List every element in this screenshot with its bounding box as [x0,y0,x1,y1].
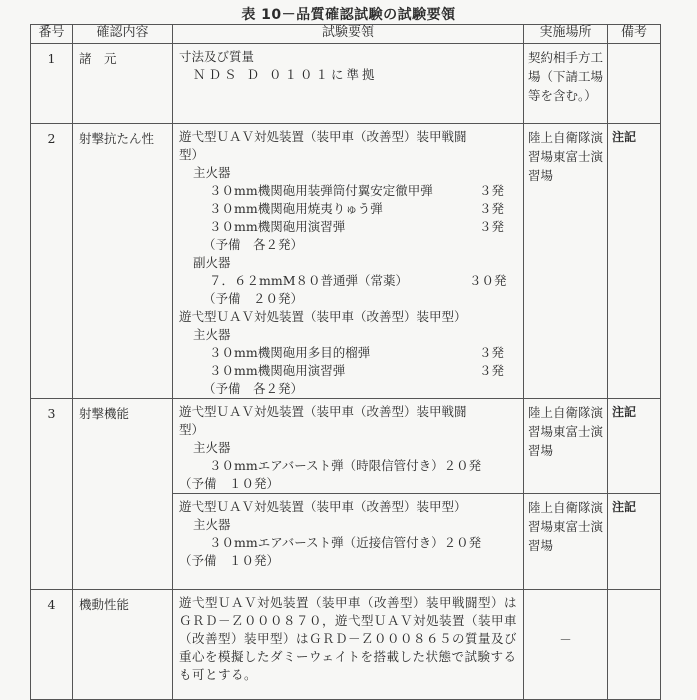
procedure-line: 型） [179,147,205,162]
procedure-line [179,272,519,290]
procedure-line [179,362,519,380]
row-item: 機動性能 [73,590,173,700]
procedure-line [179,344,519,362]
row-note: 注記 [608,399,661,494]
ammo-name: ３０mm機関砲用演習弾 [209,363,346,378]
test-procedure-table [30,24,661,700]
procedure-line: 遊弋型ＵＡＶ対処装置（装甲車（改善型）装甲戦闘 [179,404,467,419]
row-place: 陸上自衛隊演習場東富士演習場 [524,399,608,494]
table-row [31,590,661,700]
ammo-qty: ３発 [479,201,505,216]
row-item: 諸 元 [73,44,173,124]
row-note: 注記 [608,494,661,590]
procedure-line: （予備 各２発） [203,237,304,252]
procedure-line: 主火器 [193,165,231,180]
ammo-qty: ３発 [479,345,505,360]
row-procedure [173,124,524,399]
procedure-line: 遊弋型ＵＡＶ対処装置（装甲車（改善型）装甲戦闘 [179,129,467,144]
procedure-line [179,200,519,218]
header-item: 確認内容 [73,25,173,44]
row-place: 契約相手方工場（下請工場等を含む。） [524,44,608,124]
table-row [31,124,661,399]
procedure-line: 主火器 [193,440,231,455]
row-number: 3 [31,399,73,590]
row-place: － [524,590,608,700]
procedure-line: （予備 １０発） [179,553,280,568]
procedure-line: （予備 １０発） [179,476,280,491]
ammo-qty: ３０発 [469,273,507,288]
row-procedure [173,399,524,494]
header-place: 実施場所 [524,25,608,44]
ammo-qty: ３発 [479,363,505,378]
ammo-name: ７．６２mmM８０普通弾（常薬） [209,273,409,288]
row-number: 2 [31,124,73,399]
row-place: 陸上自衛隊演習場東富士演習場 [524,494,608,590]
row-procedure: 遊弋型ＵＡＶ対処装置（装甲車（改善型）装甲戦闘型）はＧＲＤ－Ｚ０００８７０，遊弋型ＵＡＶ対処装置（装甲車（改善型）装甲型）はＧＲＤ－Ｚ０００８６５の質量及び重心を模擬したダミーウェイトを搭載した状態で試験するも可とする。 [173,590,524,700]
procedure-line: 寸法及び質量 [179,49,255,64]
procedure-line: （予備 ２０発） [203,291,304,306]
table-row [31,44,661,124]
procedure-line: 主火器 [193,517,231,532]
row-item: 射撃抗たん性 [73,124,173,399]
table-row [31,399,661,494]
procedure-line: （予備 各２発） [203,381,304,396]
row-procedure [173,494,524,590]
table-title: 表 10－品質確認試験の試験要領 [241,7,456,23]
header-no: 番号 [31,25,73,44]
header-procedure: 試験要領 [173,25,524,44]
row-note: 注記 [608,124,661,399]
procedure-line: ３０mmエアバースト弾（近接信管付き）２０発 [209,535,482,550]
row-number: 1 [31,44,73,124]
header-note: 備考 [608,25,661,44]
ammo-name: ３０mm機関砲用焼夷りゅう弾 [209,201,383,216]
procedure-line: 型） [179,422,205,437]
row-number: 4 [31,590,73,700]
row-item: 射撃機能 [73,399,173,590]
row-note [608,44,661,124]
procedure-line [179,218,519,236]
procedure-line: 主火器 [193,327,231,342]
procedure-line: ＮＤＳ Ｄ ０１０１に準拠 [193,67,378,82]
ammo-name: ３０mm機関砲用多目的榴弾 [209,345,371,360]
row-note [608,590,661,700]
row-procedure [173,44,524,124]
procedure-line: 遊弋型ＵＡＶ対処装置（装甲車（改善型）装甲型） [179,499,467,514]
procedure-line: ３０mmエアバースト弾（時限信管付き）２０発 [209,458,482,473]
procedure-line: 遊弋型ＵＡＶ対処装置（装甲車（改善型）装甲型） [179,309,467,324]
procedure-line: 副火器 [193,255,231,270]
ammo-name: ３０mm機関砲用演習弾 [209,219,346,234]
ammo-qty: ３発 [479,219,505,234]
ammo-name: ３０mm機関砲用装弾筒付翼安定徹甲弾 [209,183,433,198]
row-place: 陸上自衛隊演習場東富士演習場 [524,124,608,399]
header-row [31,25,661,44]
procedure-line [179,182,519,200]
ammo-qty: ３発 [479,183,505,198]
